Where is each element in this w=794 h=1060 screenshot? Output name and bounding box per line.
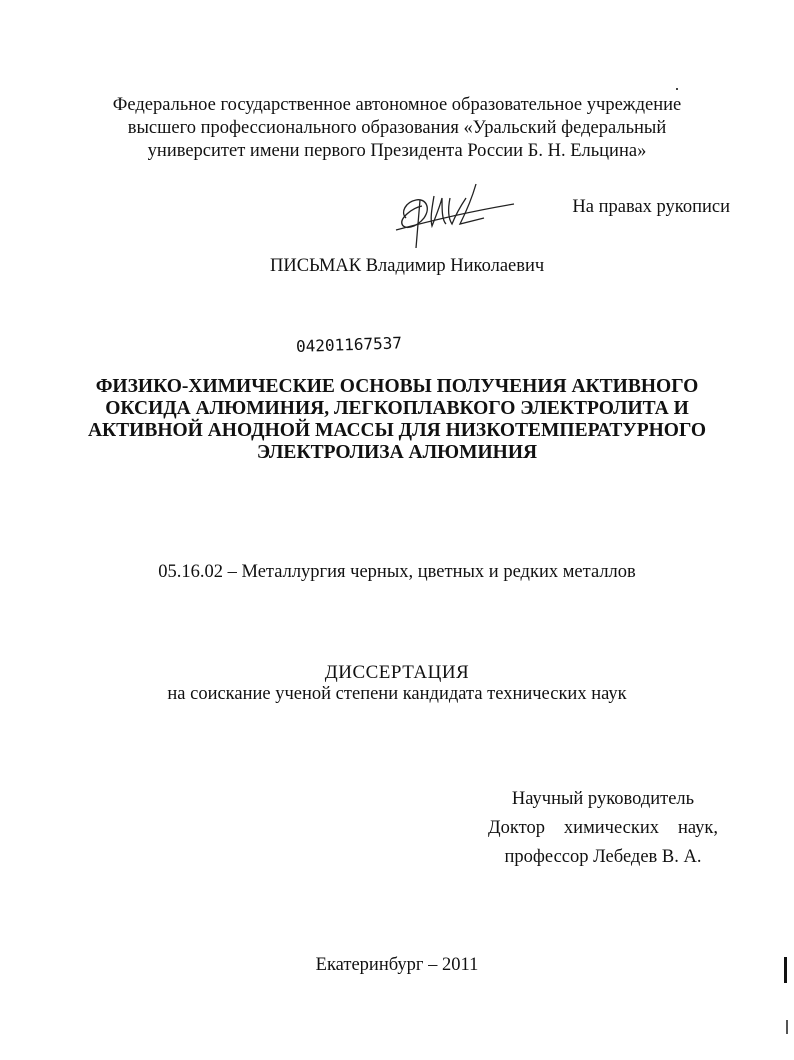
- scan-speck: [676, 88, 678, 90]
- supervisor-degree: Доктор химических наук,: [488, 818, 718, 838]
- scan-edge-mark-small: [786, 1020, 788, 1034]
- degree-purpose: на соискание ученой степени кандидата технических наук: [167, 684, 627, 704]
- specialty-code: 05.16.02 – Металлургия черных, цветных и редких металлов: [158, 562, 636, 582]
- author-name: ПИСЬМАК Владимир Николаевич: [270, 256, 545, 276]
- title-line-2: ОКСИДА АЛЮМИНИЯ, ЛЕГКОПЛАВКОГО ЭЛЕКТРОЛИТА И: [105, 398, 689, 419]
- city-year: Екатеринбург – 2011: [315, 955, 479, 975]
- title-line-3: АКТИВНОЙ АНОДНОЙ МАССЫ ДЛЯ НИЗКОТЕМПЕРАТУРНОГО: [87, 420, 707, 441]
- author-signature: [376, 178, 526, 258]
- organization-line-3: университет имени первого Президента России Б. Н. Ельцина»: [147, 141, 647, 161]
- supervisor-name: профессор Лебедев В. А.: [504, 847, 702, 867]
- scan-edge-mark: [784, 957, 787, 983]
- supervisor-block: [488, 785, 718, 872]
- rights-note: На правах рукописи: [572, 197, 730, 217]
- dissertation-title: [0, 376, 794, 464]
- organization-line-1: Федеральное государственное автономное образовательное учреждение: [112, 95, 682, 115]
- inventory-stamp-number: 04201167537: [295, 333, 403, 356]
- supervisor-label: Научный руководитель: [511, 789, 695, 809]
- document-type: ДИССЕРТАЦИЯ: [324, 662, 470, 683]
- title-line-1: ФИЗИКО-ХИМИЧЕСКИЕ ОСНОВЫ ПОЛУЧЕНИЯ АКТИВНОГО: [95, 376, 699, 397]
- title-line-4: ЭЛЕКТРОЛИЗА АЛЮМИНИЯ: [256, 442, 538, 463]
- organization-block: [0, 94, 794, 163]
- organization-line-2: высшего профессионального образования «Уральский федеральный: [127, 118, 667, 138]
